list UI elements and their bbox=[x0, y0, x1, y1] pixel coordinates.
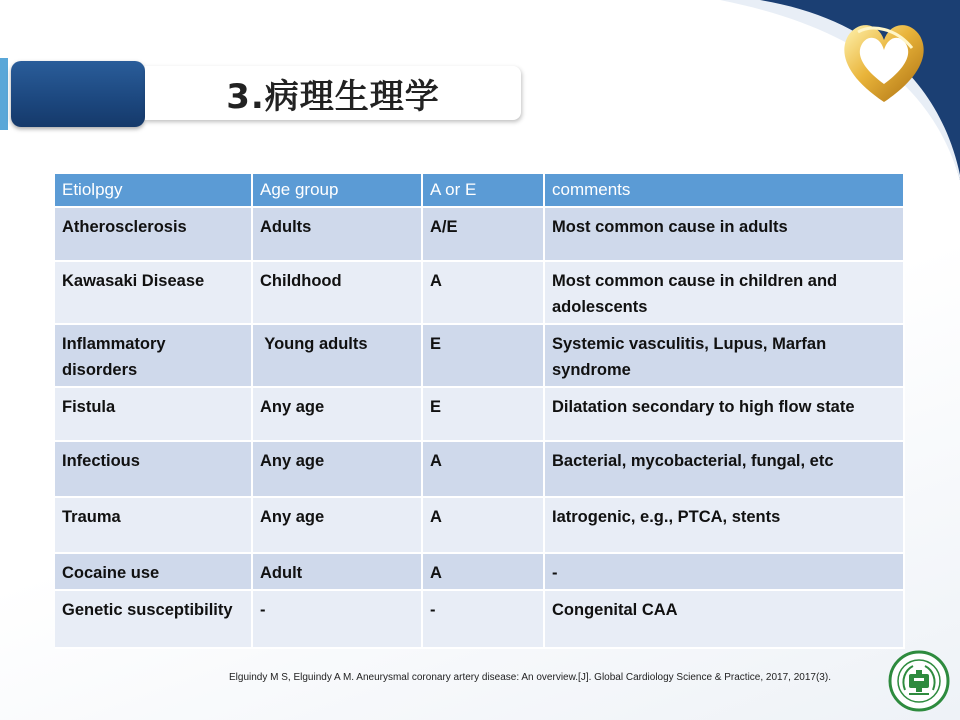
header-a-or-e: A or E bbox=[422, 174, 544, 207]
cell-etiology: Genetic susceptibility bbox=[55, 590, 252, 648]
table-row bbox=[55, 497, 904, 553]
cell-comments: - bbox=[544, 553, 904, 590]
cell-a-or-e: A bbox=[422, 497, 544, 553]
cell-a-or-e: - bbox=[422, 590, 544, 648]
hospital-emblem-icon bbox=[887, 650, 951, 712]
cell-etiology: Trauma bbox=[55, 497, 252, 553]
cell-etiology: Fistula bbox=[55, 387, 252, 441]
golden-heart-logo-icon bbox=[838, 18, 930, 104]
cell-comments: Most common cause in adults bbox=[544, 207, 904, 261]
cell-a-or-e: A/E bbox=[422, 207, 544, 261]
table-row bbox=[55, 387, 904, 441]
table-row bbox=[55, 590, 904, 648]
cell-etiology: Atherosclerosis bbox=[55, 207, 252, 261]
citation-text: Elguindy M S, Elguindy A M. Aneurysmal coronary artery disease: An overview.[J]. Global Cardiology Science & Practice, 2017, 2017(3). bbox=[229, 672, 831, 683]
cell-comments: Dilatation secondary to high flow state bbox=[544, 387, 904, 441]
table-header-row bbox=[55, 174, 904, 207]
title-box bbox=[145, 66, 521, 120]
cell-a-or-e: E bbox=[422, 387, 544, 441]
cell-age-group: Any age bbox=[252, 387, 422, 441]
cell-comments: Congenital CAA bbox=[544, 590, 904, 648]
table-row bbox=[55, 553, 904, 590]
title-tab bbox=[11, 61, 145, 127]
cell-etiology: Infectious bbox=[55, 441, 252, 497]
cell-age-group: Adults bbox=[252, 207, 422, 261]
table-row bbox=[55, 207, 904, 261]
cell-age-group: Adult bbox=[252, 553, 422, 590]
cell-age-group: Any age bbox=[252, 497, 422, 553]
left-accent-bar bbox=[0, 58, 8, 130]
table-row bbox=[55, 324, 904, 387]
cell-etiology: Inflammatory disorders bbox=[55, 324, 252, 387]
cell-comments: Iatrogenic, e.g., PTCA, stents bbox=[544, 497, 904, 553]
header-etiology: Etiolpgy bbox=[55, 174, 252, 207]
cell-age-group: Any age bbox=[252, 441, 422, 497]
cell-etiology: Kawasaki Disease bbox=[55, 261, 252, 324]
header-age-group: Age group bbox=[252, 174, 422, 207]
cell-a-or-e: E bbox=[422, 324, 544, 387]
table-row bbox=[55, 261, 904, 324]
cell-comments: Systemic vasculitis, Lupus, Marfan syndrome bbox=[544, 324, 904, 387]
cell-age-group: Childhood bbox=[252, 261, 422, 324]
cell-a-or-e: A bbox=[422, 441, 544, 497]
cell-a-or-e: A bbox=[422, 261, 544, 324]
page-title: 3.病理生理学 bbox=[226, 76, 440, 117]
cell-etiology: Cocaine use bbox=[55, 553, 252, 590]
etiology-table bbox=[55, 174, 905, 649]
cell-age-group: - bbox=[252, 590, 422, 648]
cell-comments: Most common cause in children and adolescents bbox=[544, 261, 904, 324]
header-comments: comments bbox=[544, 174, 904, 207]
cell-age-group: Young adults bbox=[252, 324, 422, 387]
cell-comments: Bacterial, mycobacterial, fungal, etc bbox=[544, 441, 904, 497]
cell-a-or-e: A bbox=[422, 553, 544, 590]
table-row bbox=[55, 441, 904, 497]
